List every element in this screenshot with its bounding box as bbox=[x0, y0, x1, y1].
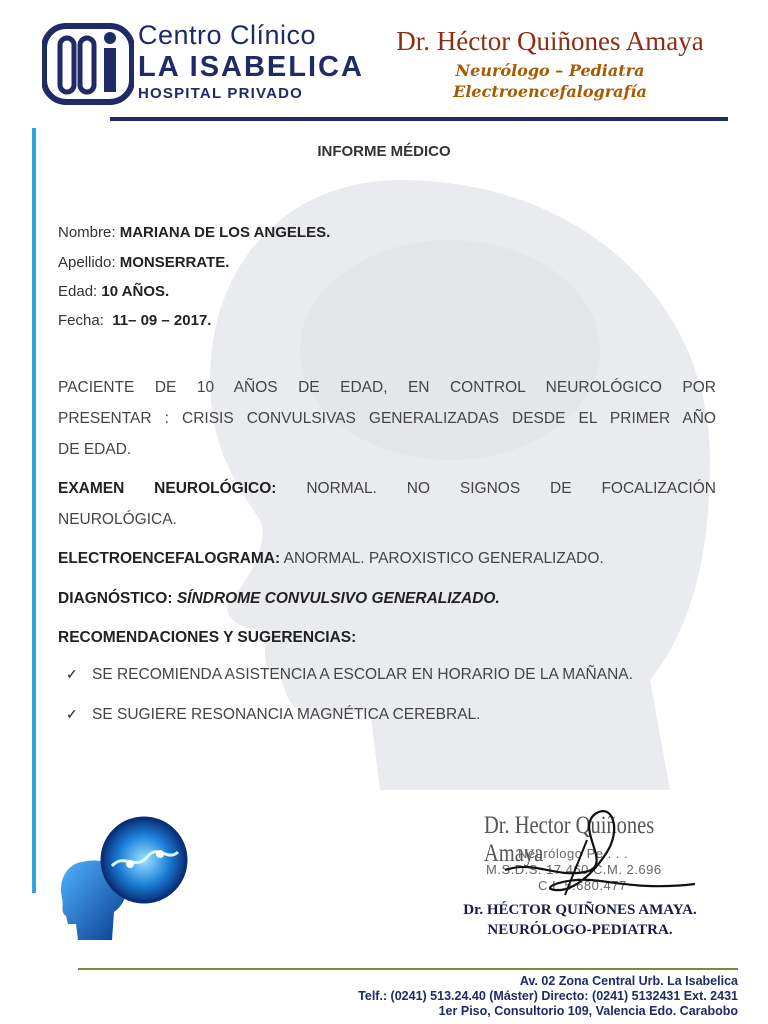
diagnosis-text: SÍNDROME CONVULSIVO GENERALIZADO. bbox=[176, 590, 500, 607]
eeg-paragraph bbox=[58, 543, 716, 574]
footer-divider bbox=[78, 968, 738, 970]
report-title: INFORME MÉDICO bbox=[317, 143, 451, 160]
stamp-line1: Neurólogo Pe . . . bbox=[518, 846, 629, 861]
clinic-name-line1: Centro Clínico bbox=[138, 20, 317, 50]
edad-label: Edad: bbox=[58, 283, 98, 300]
clinic-logo-icon bbox=[42, 22, 134, 106]
stamp-line2: M.S.D.S. 17.460 C.M. 2.696 bbox=[486, 862, 662, 877]
footer-address-line2: Telf.: (0241) 513.24.40 (Máster) Directo: (0241) 5132431 Ext. 2431 bbox=[358, 989, 738, 1003]
exam-label: EXAMEN NEUROLÓGICO: bbox=[58, 480, 277, 497]
edad-value: 10 AÑOS. bbox=[101, 283, 170, 300]
eeg-text: ANORMAL. PAROXISTICO GENERALIZADO. bbox=[283, 550, 604, 567]
clinic-name-line3: HOSPITAL PRIVADO bbox=[138, 85, 304, 102]
check-icon: ✓ bbox=[66, 706, 78, 722]
history-paragraph bbox=[58, 372, 716, 465]
field-fecha bbox=[58, 312, 211, 329]
fecha-value: 11– 09 – 2017. bbox=[112, 312, 212, 329]
signature-doctor-title: NEURÓLOGO-PEDIATRA. bbox=[487, 922, 673, 938]
diagnosis-label: DIAGNÓSTICO: bbox=[58, 590, 173, 607]
recommendations-heading-text: RECOMENDACIONES Y SUGERENCIAS: bbox=[58, 629, 357, 646]
recommendation-text: SE SUGIERE RESONANCIA MAGNÉTICA CEREBRAL. bbox=[92, 706, 481, 723]
doctor-specialty: Neurólogo – Pediatra bbox=[455, 61, 645, 80]
nombre-label: Nombre: bbox=[58, 224, 116, 241]
field-edad bbox=[58, 283, 169, 300]
apellido-label: Apellido: bbox=[58, 254, 116, 271]
field-apellido bbox=[58, 254, 229, 271]
clinic-name-block bbox=[138, 22, 364, 101]
clinic-name-line2: LA ISABELICA bbox=[138, 51, 364, 83]
diagnosis-paragraph bbox=[58, 583, 716, 614]
handwritten-signature-icon bbox=[495, 800, 710, 900]
fecha-label: Fecha: bbox=[58, 312, 104, 329]
field-nombre bbox=[58, 224, 330, 241]
signature-doctor-name: Dr. HÉCTOR QUIÑONES AMAYA. bbox=[463, 902, 697, 918]
stamp-name: Dr. Hector Quiñones Amaya bbox=[484, 812, 655, 867]
exam-text1: NORMAL. NO SIGNOS DE FOCALIZACIÓN bbox=[306, 480, 716, 497]
exam-text2: NEUROLÓGICA. bbox=[58, 511, 177, 528]
history-line3: DE EDAD. bbox=[58, 441, 132, 458]
exam-paragraph bbox=[58, 473, 716, 535]
stamp-line3: C.I. 5.680.477 bbox=[538, 878, 627, 893]
side-accent-bar bbox=[32, 128, 36, 893]
recommendation-item bbox=[66, 666, 633, 684]
apellido-value: MONSERRATE. bbox=[119, 254, 230, 271]
history-line2: PRESENTAR : CRISIS CONVULSIVAS GENERALIZADAS DESDE EL PRIMER AÑO bbox=[58, 410, 716, 427]
header-divider bbox=[110, 117, 728, 121]
doctor-header bbox=[370, 26, 730, 101]
doctor-eeg: Electroencefalografía bbox=[453, 82, 647, 101]
brain-head-logo-icon bbox=[52, 812, 192, 944]
eeg-label: ELECTROENCEFALOGRAMA: bbox=[58, 550, 281, 567]
history-line1: PACIENTE DE 10 AÑOS DE EDAD, EN CONTROL NEUROLÓGICO POR bbox=[58, 379, 716, 396]
footer-address-line3: 1er Piso, Consultorio 109, Valencia Edo. Carabobo bbox=[438, 1004, 738, 1018]
footer-address-line1: Av. 02 Zona Central Urb. La Isabelica bbox=[519, 974, 738, 988]
nombre-value: MARIANA DE LOS ANGELES. bbox=[119, 224, 331, 241]
recommendations-heading bbox=[58, 622, 716, 653]
recommendation-text: SE RECOMIENDA ASISTENCIA A ESCOLAR EN HORARIO DE LA MAÑANA. bbox=[92, 666, 633, 683]
recommendation-item bbox=[66, 706, 480, 724]
check-icon: ✓ bbox=[66, 666, 78, 682]
doctor-name: Dr. Héctor Quiñones Amaya bbox=[396, 26, 704, 56]
